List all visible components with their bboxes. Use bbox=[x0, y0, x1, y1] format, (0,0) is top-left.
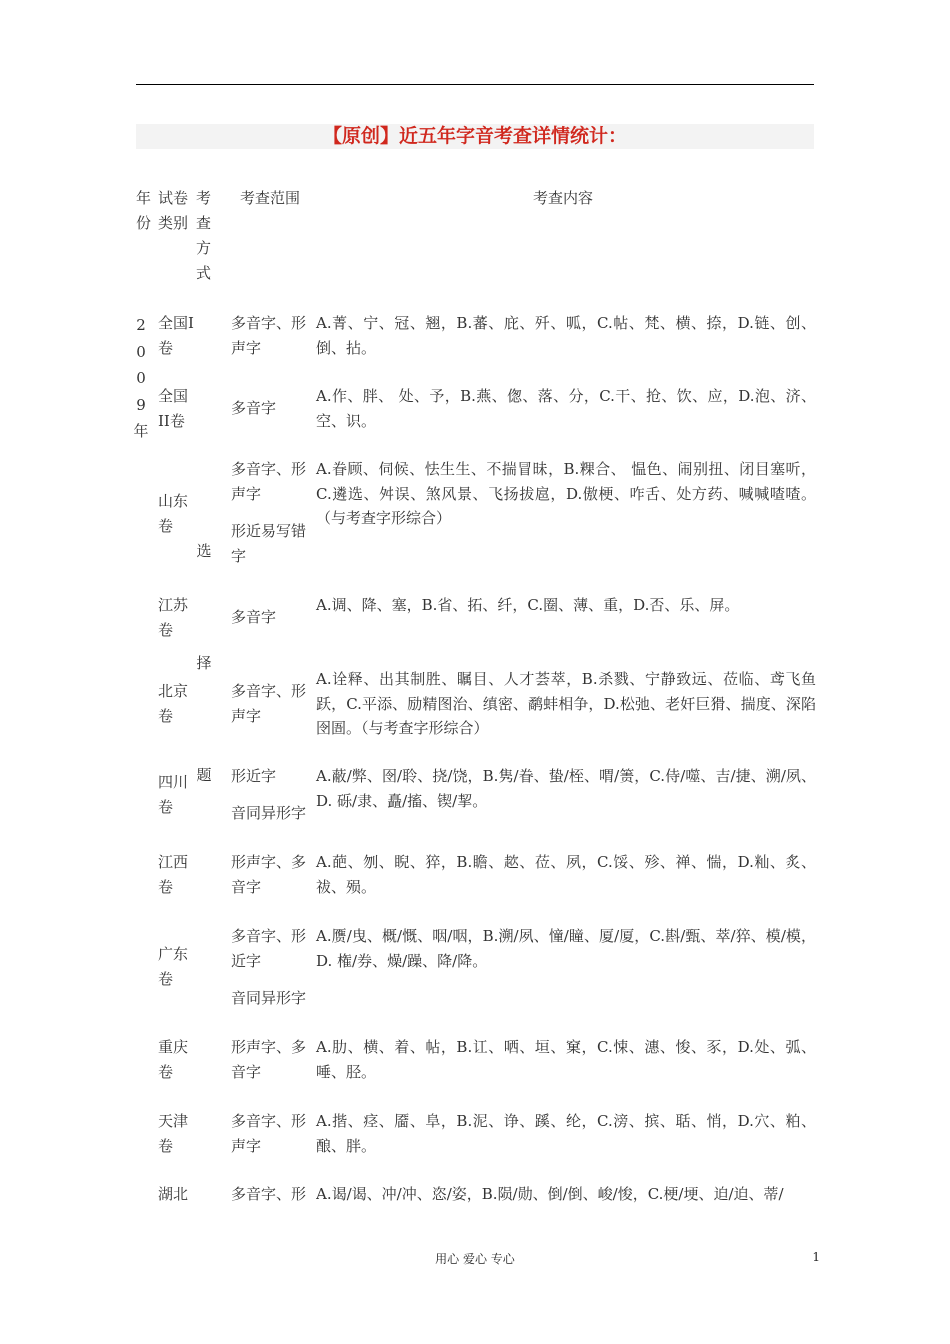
scope: 多音字 bbox=[231, 399, 277, 417]
header-exam: 试卷类别 bbox=[158, 189, 189, 232]
content: A.肋、横、着、帖，B.讧、哂、垣、窠，C.悚、潓、悛、豕，D.处、弧、唾、胫。 bbox=[316, 1038, 816, 1081]
content: A.菁、宁、冠、翘，B.蕃、庇、歼、呱，C.帖、梵、横、捺，D.链、创、倒、拈。 bbox=[316, 314, 816, 357]
method-label: 选择题 bbox=[196, 542, 212, 784]
scope: 多音字、形 bbox=[231, 1185, 307, 1203]
scope: 音同异形字 bbox=[231, 989, 307, 1007]
content: A.作、胖、 处、予，B.燕、偬、落、分，C.干、抢、饮、应，D.泡、济、空、识。 bbox=[316, 387, 816, 430]
scope: 形近易写错字 bbox=[231, 522, 307, 565]
content: A.诠释、出其制胜、瞩目、人才荟萃，B.杀戮、宁静致远、莅临、鸢飞鱼跃，C.平添、励精图治、缜密、鹬蚌相争，D.松弛、老奸巨猾、揣度、深陷囹圄。（与考查字形综合） bbox=[316, 670, 816, 737]
exam-type: 广东卷 bbox=[158, 945, 189, 988]
content: A.揩、痉、靥、阜，B.泥、诤、蹊、纶，C.滂、摈、聒、悄，D.穴、粕、酿、胖。 bbox=[316, 1112, 816, 1155]
content: A.调、降、塞，B.省、拓、纤，C.圈、薄、重，D.否、乐、屏。 bbox=[316, 596, 740, 614]
page-number: 1 bbox=[812, 1250, 820, 1264]
exam-type: 江西卷 bbox=[158, 853, 189, 896]
content: A.葩、刎、睨、猝，B.瞻、趑、莅、夙，C.馁、殄、禅、惴，D.籼、炙、祓、殒。 bbox=[316, 853, 816, 896]
exam-type: 全国I卷 bbox=[158, 314, 194, 357]
scope: 形声字、多音字 bbox=[231, 853, 307, 896]
exam-type: 江苏卷 bbox=[158, 596, 189, 639]
content: A.赝/曳、概/慨、咽/咽，B.溯/夙、憧/瞳、厦/厦，C.斟/甄、萃/猝、模/模，D. 権/券、燥/躁、降/降。 bbox=[316, 927, 816, 970]
scope: 多音字、形声字 bbox=[231, 460, 307, 503]
exam-type: 重庆卷 bbox=[158, 1038, 189, 1081]
header-method: 考查方式 bbox=[196, 189, 212, 282]
page-title: 【原创】近五年字音考查详情统计： bbox=[322, 125, 627, 147]
header-rule bbox=[136, 84, 814, 85]
exam-type: 天津卷 bbox=[158, 1112, 189, 1155]
scope: 形声字、多音字 bbox=[231, 1038, 307, 1081]
exam-type: 四川卷 bbox=[158, 773, 189, 816]
scope: 多音字、形声字 bbox=[231, 314, 307, 357]
footer-text: 用心 爱心 专心 bbox=[435, 1252, 515, 1266]
scope: 音同异形字 bbox=[231, 804, 307, 822]
exam-type: 北京卷 bbox=[158, 682, 189, 725]
exam-type: 山东卷 bbox=[158, 492, 189, 535]
scope: 形近字 bbox=[231, 767, 277, 785]
content: A.蔽/弊、囹/聆、挠/饶，B.隽/眷、蛰/桎、喟/箦，C.侍/噬、吉/捷、溯/夙、D. 砾/隶、矗/搐、锲/挈。 bbox=[316, 767, 816, 810]
exam-type: 湖北 bbox=[158, 1185, 189, 1203]
scope: 多音字、形声字 bbox=[231, 1112, 307, 1155]
scope: 多音字 bbox=[231, 608, 277, 626]
title-bar bbox=[136, 124, 814, 149]
header-scope: 考查范围 bbox=[240, 189, 301, 207]
exam-type: 全国II卷 bbox=[158, 387, 189, 430]
scope: 多音字、形声字 bbox=[231, 682, 307, 725]
year-label: 2009年 bbox=[133, 316, 149, 440]
content: A.谒/谒、冲/冲、恣/姿，B.陨/勋、倒/倒、峻/悛，C.梗/埂、迫/迫、蒂/ bbox=[316, 1185, 784, 1203]
scope: 多音字、形近字 bbox=[231, 927, 307, 970]
header-content: 考查内容 bbox=[533, 189, 594, 207]
header-year: 年份 bbox=[136, 189, 152, 232]
content: A.眷顾、伺候、怯生生、不揣冒昧，B.粿合、 愠色、闹别扭、闭目塞听，C.遴选、舛误、煞风景、飞扬拔扈，D.傲梗、咋舌、处方药、喊喊喳喳。（与考查字形综合） bbox=[316, 460, 816, 527]
